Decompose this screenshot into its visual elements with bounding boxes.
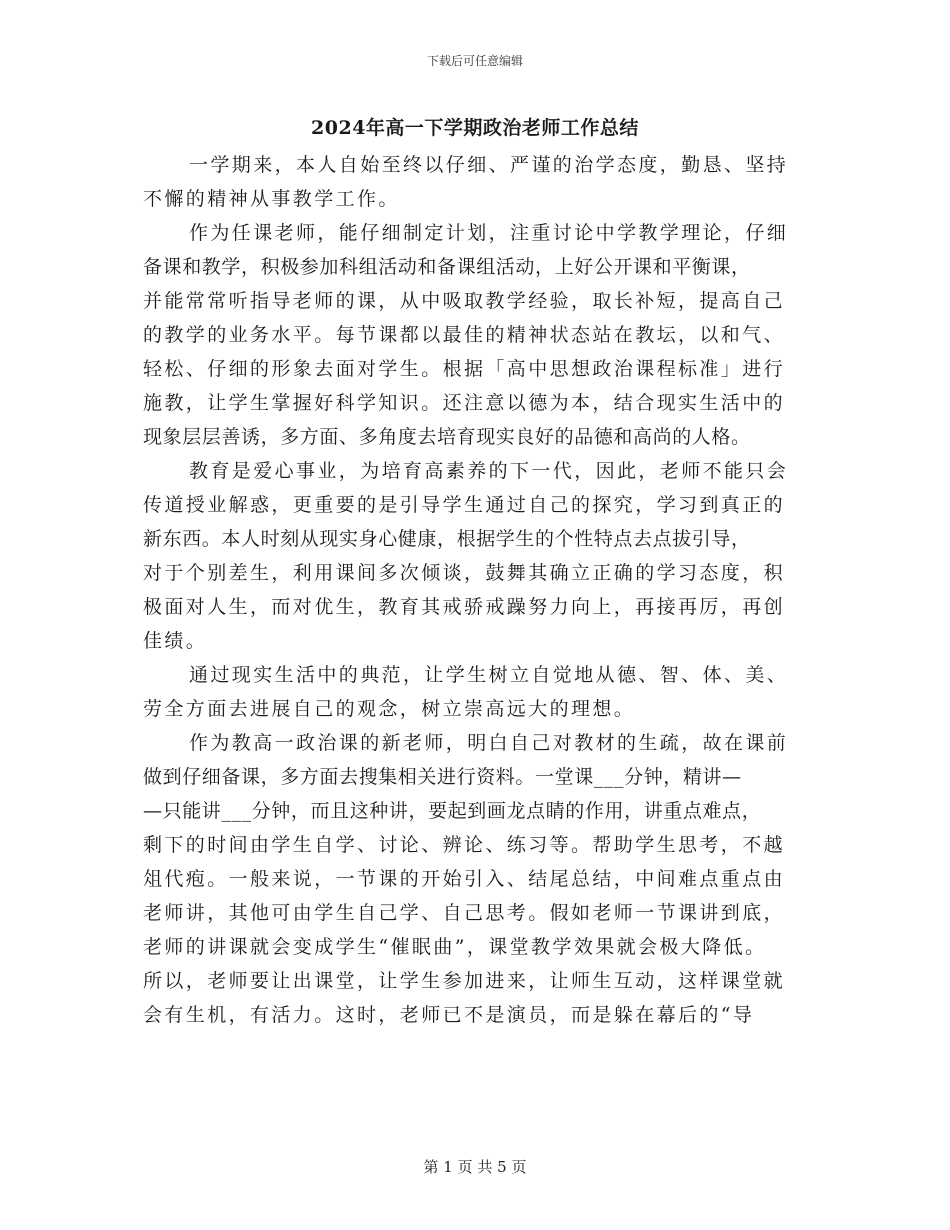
paragraph-line: 剩下的时间由学生自学、讨论、辨论、练习等。帮助学生思考，不越 — [143, 834, 786, 856]
paragraph-line: 传道授业解惑，更重要的是引导学生通过自己的探究，学习到真正的 — [143, 494, 786, 516]
paragraph-line: —只能讲___分钟，而且这种讲，要起到画龙点睛的作用，讲重点难点， — [143, 800, 762, 822]
paragraph-line: 教育是爱心事业，为培育高素养的下一代，因此，老师不能只会 — [189, 460, 789, 482]
paragraph-line: 老师讲，其他可由学生自己学、自己思考。假如老师一节课讲到底， — [143, 902, 786, 924]
paragraph-line: 轻松、仔细的形象去面对学生。根据「高中思想政治课程标准」进行 — [143, 358, 786, 380]
paragraph-line: 俎代疱。一般来说，一节课的开始引入、结尾总结，中间难点重点由 — [143, 868, 786, 890]
paragraph-line: 作为教高一政治课的新老师，明白自己对教材的生疏，故在课前 — [189, 732, 789, 754]
paragraph-line: 新东西。本人时刻从现实身心健康，根据学生的个性特点去点拔引导， — [143, 528, 751, 550]
document-body — [143, 148, 815, 1032]
page-header-note: 下载后可任意编辑 — [426, 54, 523, 68]
paragraph-line: 现象层层善诱，多方面、多角度去培育现实良好的品德和高尚的人格。 — [143, 426, 751, 448]
page-number: 第 1 页 共 5 页 — [423, 1158, 527, 1176]
paragraph-line: 对于个别差生，利用课间多次倾谈，鼓舞其确立正确的学习态度，积 — [143, 562, 786, 584]
paragraph-line: 极面对人生，而对优生，教育其戒骄戒躁努力向上，再接再厉，再创 — [143, 596, 786, 618]
paragraph-line: 不懈的精神从事教学工作。 — [143, 188, 400, 210]
paragraph-line: 备课和教学，积极参加科组活动和备课组活动，上好公开课和平衡课， — [143, 256, 751, 278]
paragraph-line: 会有生机，有活力。这时，老师已不是演员，而是躲在幕后的“导 — [143, 1004, 755, 1026]
document-title: 2024年高一下学期政治老师工作总结 — [311, 117, 639, 139]
paragraph-line: 作为任课老师，能仔细制定计划，注重讨论中学教学理论，仔细 — [189, 222, 789, 244]
paragraph-line: 通过现实生活中的典范，让学生树立自觉地从德、智、体、美、 — [189, 664, 789, 686]
paragraph-line: 施教，让学生掌握好科学知识。还注意以德为本，结合现实生活中的 — [143, 392, 786, 414]
paragraph-line: 一学期来，本人自始至终以仔细、严谨的治学态度，勤恳、坚持 — [189, 154, 789, 176]
paragraph-line: 所以，老师要让出课堂，让学生参加进来，让师生互动，这样课堂就 — [143, 970, 786, 992]
paragraph-line: 劳全方面去进展自己的观念，树立崇高远大的理想。 — [143, 698, 636, 720]
paragraph-line: 并能常常听指导老师的课，从中吸取教学经验，取长补短，提高自己 — [143, 290, 786, 312]
paragraph-line: 的教学的业务水平。每节课都以最佳的精神状态站在教坛，以和气、 — [143, 324, 786, 346]
paragraph-line: 佳绩。 — [143, 630, 208, 652]
paragraph-line: 做到仔细备课，多方面去搜集相关进行资料。一堂课___分钟，精讲— — [143, 766, 742, 788]
paragraph-line: 老师的讲课就会变成学生“催眠曲”，课堂教学效果就会极大降低。 — [143, 936, 767, 958]
